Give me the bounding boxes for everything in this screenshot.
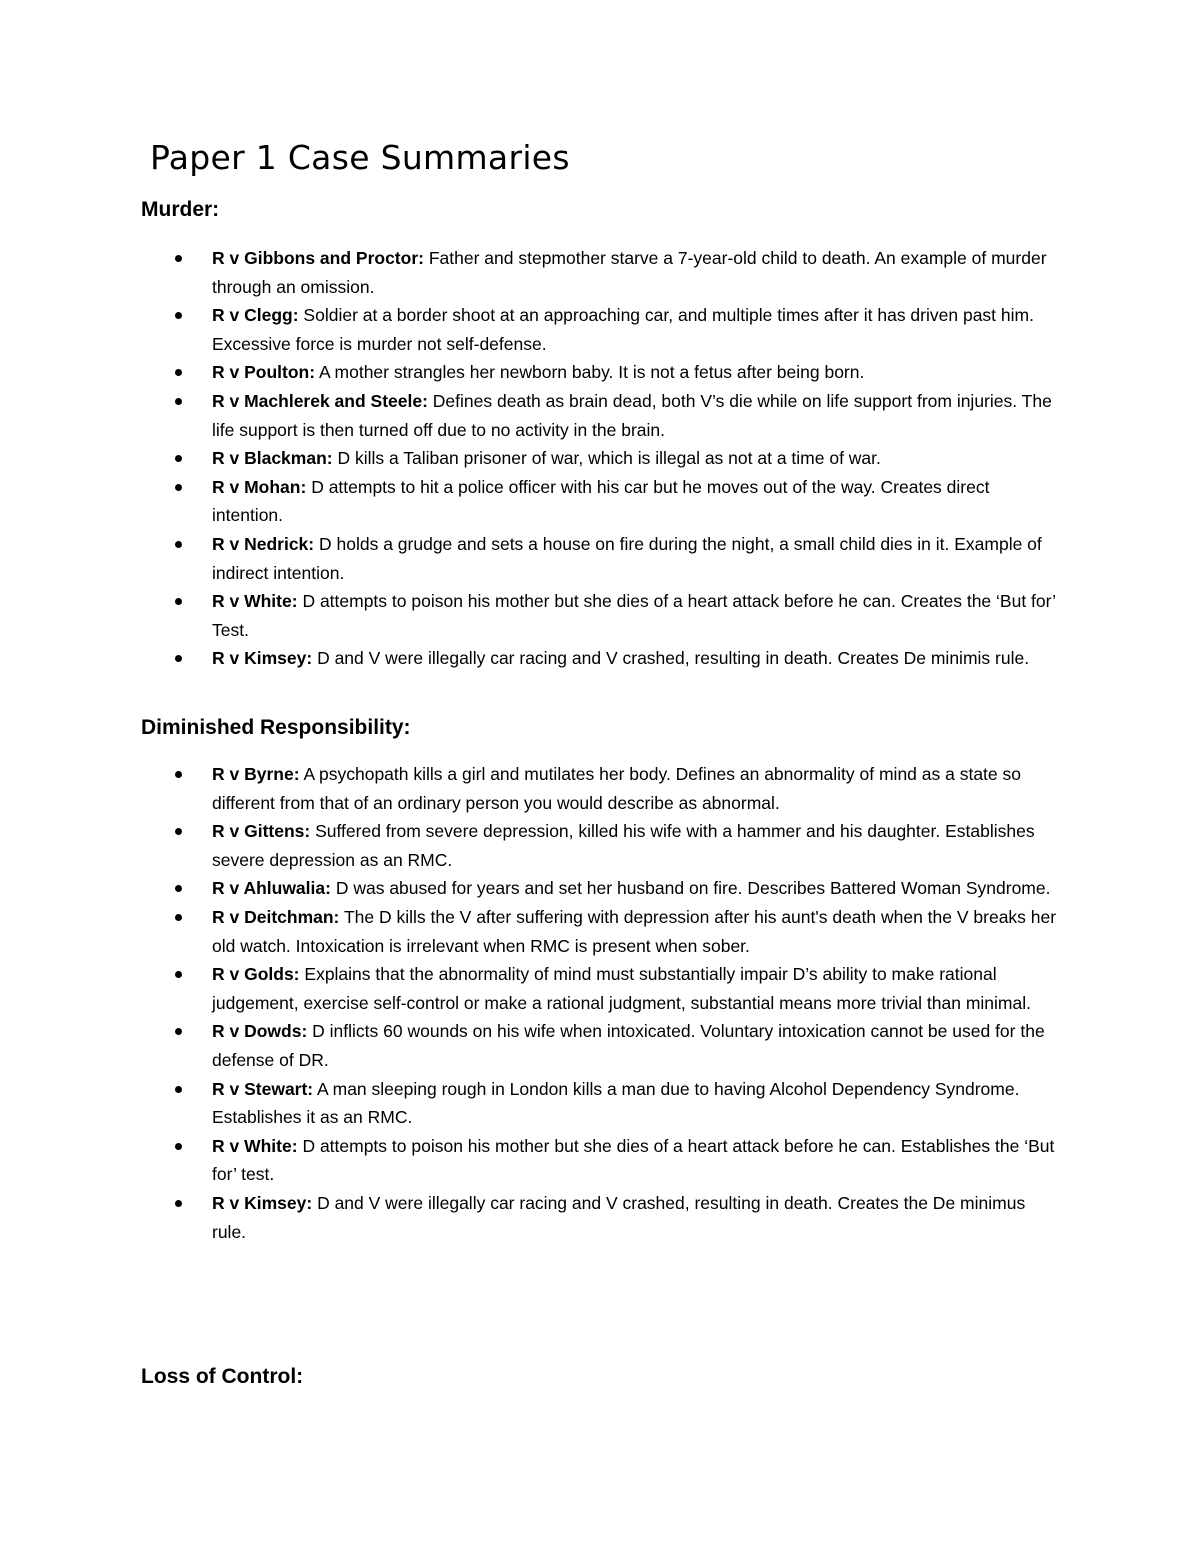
case-summary: Soldier at a border shoot at an approaching car, and multiple times after it has driven past him. Excessive force is murder not self-defense. bbox=[212, 305, 1034, 354]
case-name: R v Kimsey: bbox=[212, 1192, 313, 1213]
section-heading-loss-of-control: Loss of Control: bbox=[141, 1365, 304, 1388]
bullet-icon bbox=[175, 885, 182, 892]
list-item bbox=[0, 358, 1062, 387]
case-name: R v Dowds: bbox=[212, 1021, 308, 1042]
case-name: R v Machlerek and Steele: bbox=[212, 390, 428, 411]
bullet-icon bbox=[175, 369, 182, 376]
case-summary: D was abused for years and set her husband on fire. Describes Battered Woman Syndrome. bbox=[335, 878, 1051, 899]
bullet-icon bbox=[175, 771, 182, 778]
bullet-icon bbox=[175, 455, 182, 462]
section-heading-diminished-responsibility: Diminished Responsibility: bbox=[141, 716, 411, 739]
page-title: Paper 1 Case Summaries bbox=[150, 138, 570, 177]
list-item bbox=[0, 644, 1062, 673]
bullet-icon bbox=[175, 1143, 182, 1150]
case-name: R v Gittens: bbox=[212, 821, 311, 842]
list-item bbox=[0, 1075, 1062, 1132]
case-summary: A psychopath kills a girl and mutilates her body. Defines an abnormality of mind as a state so different from that of an ordinary person you would describe as abnormal. bbox=[212, 764, 1021, 813]
bullet-icon bbox=[175, 398, 182, 405]
list-item bbox=[0, 1132, 1062, 1189]
case-name: R v Deitchman: bbox=[212, 906, 340, 927]
list-item bbox=[0, 473, 1062, 530]
case-name: R v Mohan: bbox=[212, 476, 307, 497]
case-name: R v Kimsey: bbox=[212, 648, 313, 669]
case-summary: D attempts to poison his mother but she dies of a heart attack before he can. Creates the ‘But for’ Test. bbox=[212, 591, 1056, 640]
case-summary: D attempts to hit a police officer with his car but he moves out of the way. Creates direct intention. bbox=[212, 476, 990, 526]
case-name: R v White: bbox=[212, 1135, 298, 1156]
case-list-murder bbox=[0, 244, 1062, 673]
list-item bbox=[0, 301, 1062, 358]
bullet-icon bbox=[175, 1028, 182, 1035]
case-list-diminished-responsibility bbox=[0, 760, 1062, 1246]
case-name: R v Blackman: bbox=[212, 448, 333, 469]
bullet-icon bbox=[175, 598, 182, 605]
case-name: R v Ahluwalia: bbox=[212, 878, 331, 899]
case-summary: Suffered from severe depression, killed his wife with a hammer and his daughter. Establishes severe depression as an RMC. bbox=[212, 821, 1035, 870]
bullet-icon bbox=[175, 484, 182, 491]
bullet-icon bbox=[175, 1200, 182, 1207]
case-summary: D inflicts 60 wounds on his wife when intoxicated. Voluntary intoxication cannot be used for the defense of DR. bbox=[212, 1021, 1045, 1070]
bullet-icon bbox=[175, 655, 182, 662]
bullet-icon bbox=[175, 541, 182, 548]
case-name: R v Golds: bbox=[212, 964, 300, 985]
case-name: R v Poulton: bbox=[212, 362, 316, 383]
case-name: R v Gibbons and Proctor: bbox=[212, 248, 424, 268]
case-summary: D attempts to poison his mother but she dies of a heart attack before he can. Establishes the ‘But for’ test. bbox=[212, 1135, 1055, 1185]
bullet-icon bbox=[175, 1086, 182, 1093]
list-item bbox=[0, 1189, 1062, 1246]
list-item bbox=[0, 530, 1062, 587]
bullet-icon bbox=[175, 971, 182, 978]
list-item bbox=[0, 244, 1062, 301]
bullet-icon bbox=[175, 312, 182, 319]
bullet-icon bbox=[175, 255, 182, 262]
case-name: R v Nedrick: bbox=[212, 533, 315, 554]
case-summary: The D kills the V after suffering with depression after his aunt's death when the V breaks her old watch. Intoxication is irrelevant when RMC is present when sober. bbox=[212, 906, 1057, 956]
case-name: R v Clegg: bbox=[212, 305, 299, 326]
list-item bbox=[0, 817, 1062, 874]
case-summary: D and V were illegally car racing and V crashed, resulting in death. Creates De minimis rule. bbox=[317, 648, 1030, 669]
bullet-icon bbox=[175, 914, 182, 921]
case-summary: Father and stepmother starve a 7-year-old child to death. An example of murder through an omission. bbox=[212, 248, 1047, 297]
case-summary: A mother strangles her newborn baby. It is not a fetus after being born. bbox=[318, 362, 865, 383]
list-item bbox=[0, 874, 1062, 903]
case-summary: A man sleeping rough in London kills a man due to having Alcohol Dependency Syndrome. Establishes it as an RMC. bbox=[212, 1078, 1020, 1128]
case-summary: Explains that the abnormality of mind must substantially impair D’s ability to make rational judgement, exercise self-control or make a rational judgment, substantial means more trivial than minimal. bbox=[212, 964, 1031, 1013]
case-summary: D kills a Taliban prisoner of war, which is illegal as not at a time of war. bbox=[337, 448, 881, 469]
case-name: R v Stewart: bbox=[212, 1078, 314, 1099]
case-summary: D holds a grudge and sets a house on fire during the night, a small child dies in it. Example of indirect intention. bbox=[212, 533, 1042, 583]
list-item bbox=[0, 444, 1062, 473]
list-item bbox=[0, 587, 1062, 644]
case-summary: D and V were illegally car racing and V crashed, resulting in death. Creates the De minimus rule. bbox=[212, 1192, 1026, 1242]
list-item bbox=[0, 1017, 1062, 1074]
section-heading-murder: Murder: bbox=[141, 198, 220, 221]
list-item bbox=[0, 960, 1062, 1017]
bullet-icon bbox=[175, 828, 182, 835]
case-name: R v White: bbox=[212, 591, 298, 612]
case-summary: Defines death as brain dead, both V’s die while on life support from injuries. The life support is then turned off due to no activity in the brain. bbox=[212, 390, 1052, 440]
list-item bbox=[0, 903, 1062, 960]
case-name: R v Byrne: bbox=[212, 764, 300, 784]
list-item bbox=[0, 760, 1062, 817]
list-item bbox=[0, 387, 1062, 444]
